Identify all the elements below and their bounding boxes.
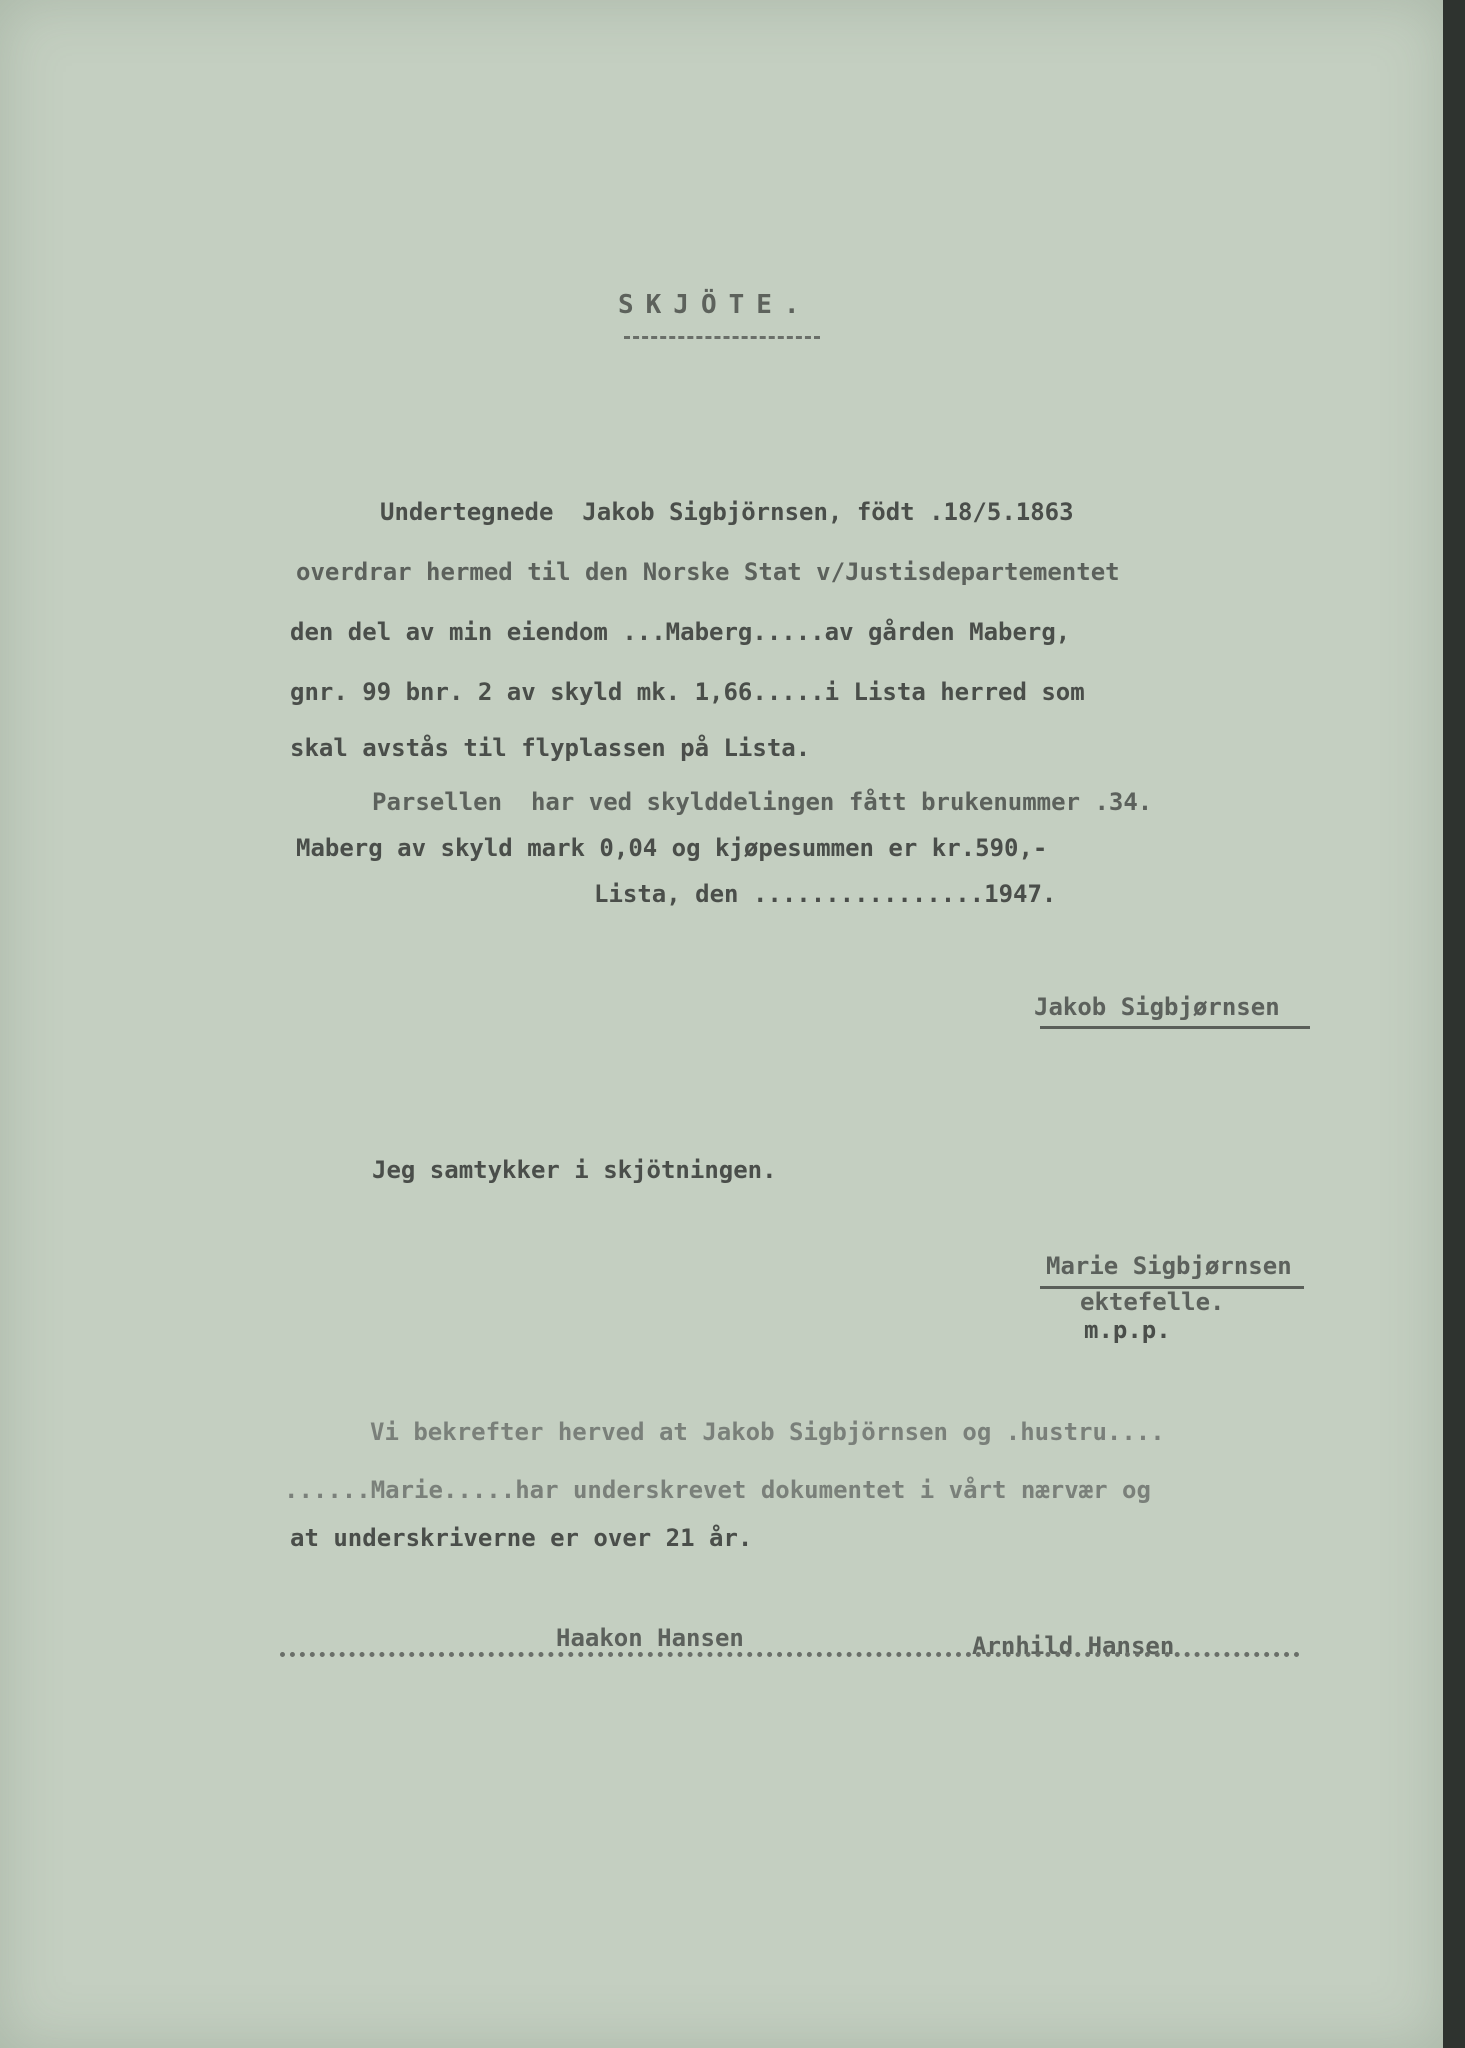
signature-marie: Marie Sigbjørnsen xyxy=(1046,1252,1292,1280)
body-line-1: Undertegnede Jakob Sigbjörnsen, födt .18/5.1863 xyxy=(380,498,1074,526)
witness-line-2: ......Marie.....har underskrevet dokumentet i vårt nærvær og xyxy=(284,1476,1151,1504)
body-line-2: overdrar hermed til den Norske Stat v/Justisdepartementet xyxy=(296,558,1120,586)
place-date-line: Lista, den ................1947. xyxy=(594,880,1057,908)
body-line-5: skal avstås til flyplassen på Lista. xyxy=(290,734,811,762)
title-underline xyxy=(624,336,820,339)
witness-signature-haakon: Haakon Hansen xyxy=(556,1624,744,1652)
scan-background-edge xyxy=(1443,0,1465,2048)
consent-line: Jeg samtykker i skjötningen. xyxy=(372,1156,777,1184)
body-line-3: den del av min eiendom ...Maberg.....av gården Maberg, xyxy=(290,618,1071,646)
witness-signature-arnhild: Arnhild Hansen xyxy=(972,1632,1175,1660)
body-line-6: Parsellen har ved skylddelingen fått brukenummer .34. xyxy=(372,788,1153,816)
signature-marie-role: ektefelle. xyxy=(1080,1288,1225,1316)
signature-jakob-rule xyxy=(1040,1026,1310,1029)
body-line-4: gnr. 99 bnr. 2 av skyld mk. 1,66.....i Lista herred som xyxy=(290,678,1085,706)
signature-jakob: Jakob Sigbjørnsen xyxy=(1034,993,1280,1021)
witness-line-3: at underskriverne er over 21 år. xyxy=(290,1524,753,1552)
document-title: SKJÖTE. xyxy=(618,290,812,320)
witness-dotted-line xyxy=(280,1652,1300,1657)
body-line-7: Maberg av skyld mark 0,04 og kjøpesummen er kr.590,- xyxy=(296,834,1048,862)
witness-line-1: Vi bekrefter herved at Jakob Sigbjörnsen og .hustru.... xyxy=(370,1418,1165,1446)
signature-marie-note: m.p.p. xyxy=(1084,1316,1171,1344)
